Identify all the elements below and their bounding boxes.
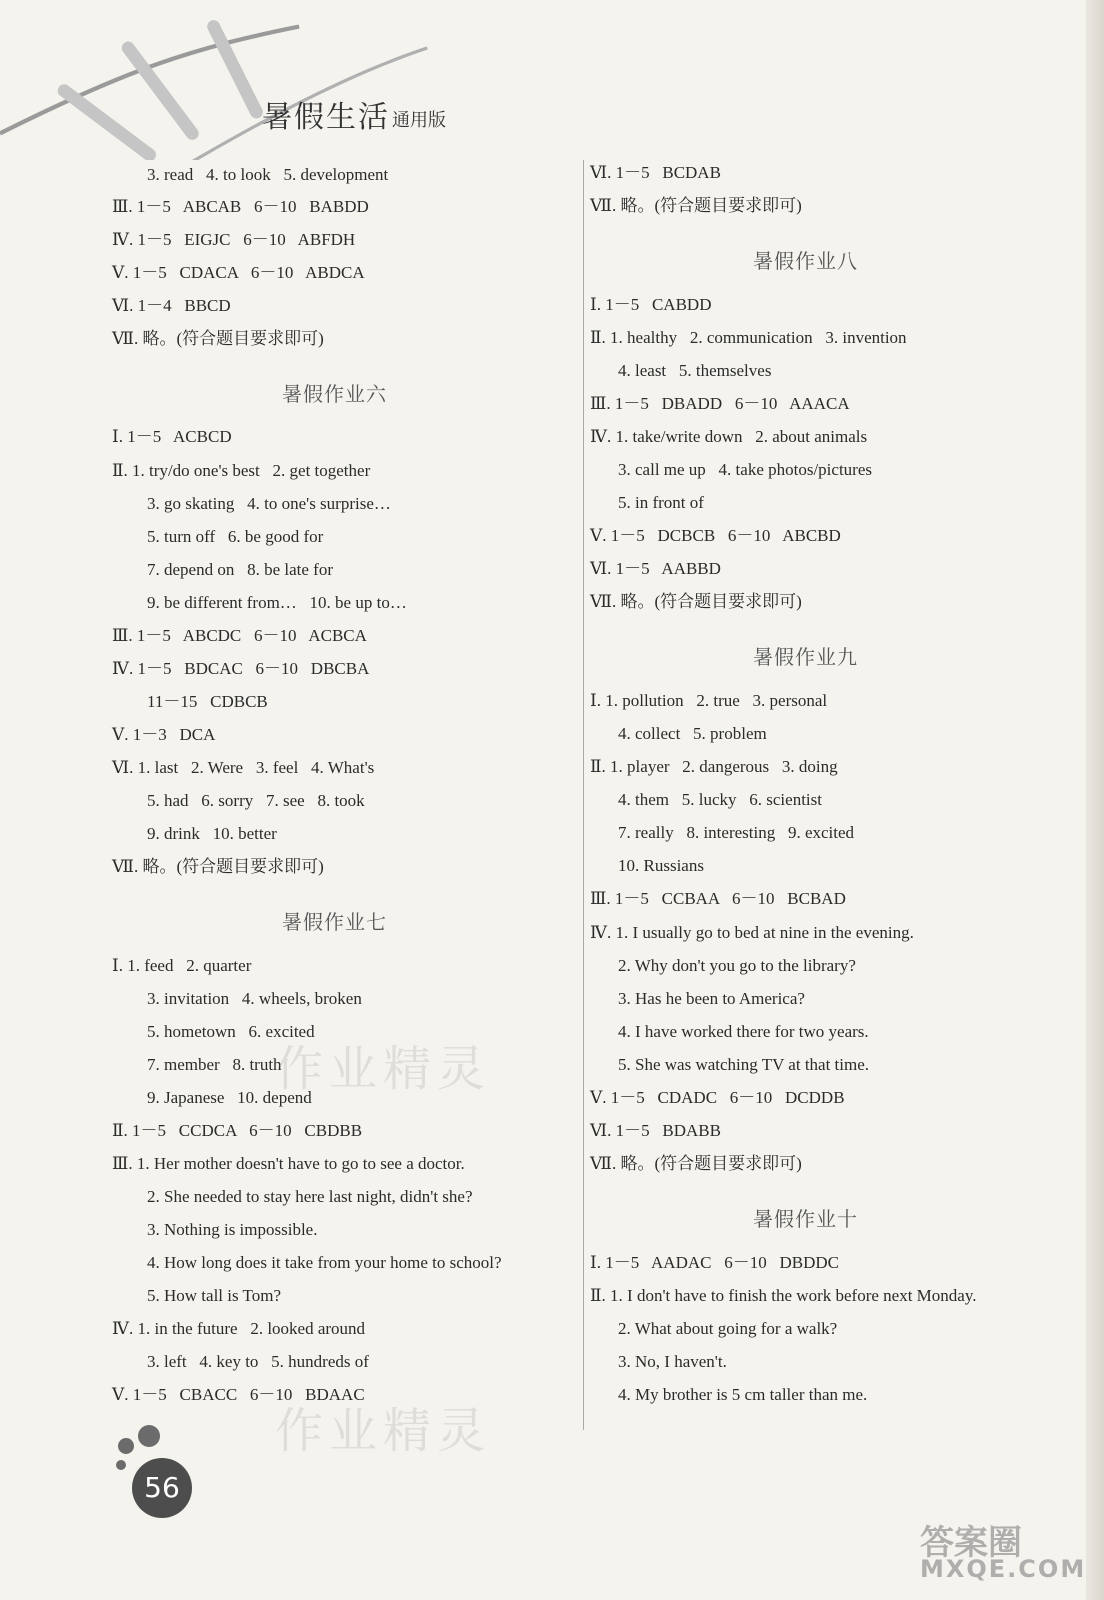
answer-line: 3. No, I haven't. <box>618 1352 727 1371</box>
answer-line: 2. She needed to stay here last night, didn't she? <box>147 1187 473 1206</box>
header-illustration <box>0 0 470 160</box>
answer-line: Ⅵ. 1－5 BCDAB <box>590 163 721 182</box>
answer-line: Ⅱ. 1－5 CCDCA 6－10 CBDBB <box>112 1121 363 1140</box>
answer-line: Ⅵ. 1－5 AABBD <box>590 559 721 578</box>
answer-line: 3. Nothing is impossible. <box>147 1220 318 1239</box>
answer-line: Ⅴ. 1－5 DCBCB 6－10 ABCBD <box>590 526 841 545</box>
answer-line: Ⅳ. 1－5 BDCAC 6－10 DBCBA <box>112 659 370 678</box>
answer-line: Ⅰ. 1. pollution 2. true 3. personal <box>590 691 828 710</box>
answer-line: Ⅶ. 略。(符合题目要求即可) <box>590 592 802 611</box>
decorative-dot <box>118 1438 134 1454</box>
answer-line: Ⅵ. 1. last 2. Were 3. feel 4. What's <box>112 758 375 777</box>
answer-line: 7. member 8. truth <box>147 1055 282 1074</box>
answer-line: Ⅴ. 1－5 CDACA 6－10 ABDCA <box>112 263 365 282</box>
answer-line: Ⅴ. 1－5 CDADC 6－10 DCDDB <box>590 1088 845 1107</box>
answer-line: Ⅰ. 1－5 ACBCD <box>112 427 232 446</box>
answer-line: 5. in front of <box>618 493 704 512</box>
answer-line: 11－15 CDBCB <box>147 692 268 711</box>
site-stamp-url: MXQE.COM <box>920 1555 1087 1583</box>
answer-line: Ⅱ. 1. player 2. dangerous 3. doing <box>590 757 838 776</box>
section-title: 暑假作业八 <box>753 249 858 273</box>
answer-line: 9. be different from… 10. be up to… <box>147 593 407 612</box>
answer-line: 10. Russians <box>618 856 704 875</box>
page-number: 56 <box>132 1458 192 1518</box>
section-title: 暑假作业九 <box>753 645 858 669</box>
answer-line: 2. Why don't you go to the library? <box>618 956 856 975</box>
answer-line: 4. My brother is 5 cm taller than me. <box>618 1385 868 1404</box>
answer-line: 2. What about going for a walk? <box>618 1319 838 1338</box>
site-stamp: 答案圈 <box>920 1523 1022 1563</box>
answer-line: 4. How long does it take from your home to school? <box>147 1253 502 1272</box>
answer-line: Ⅳ. 1－5 EIGJC 6－10 ABFDH <box>112 230 356 249</box>
answer-line: Ⅳ. 1. in the future 2. looked around <box>112 1319 366 1338</box>
answer-line: Ⅱ. 1. try/do one's best 2. get together <box>112 461 371 480</box>
answer-line: 5. had 6. sorry 7. see 8. took <box>147 791 365 810</box>
answer-line: 4. least 5. themselves <box>618 361 772 380</box>
answer-line: 3. invitation 4. wheels, broken <box>147 989 362 1008</box>
header-title: 暑假生活 <box>262 100 390 135</box>
answer-line: 4. collect 5. problem <box>618 724 767 743</box>
page-edge <box>1086 0 1104 1600</box>
answer-line: Ⅳ. 1. take/write down 2. about animals <box>590 427 868 446</box>
answer-line: 5. She was watching TV at that time. <box>618 1055 870 1074</box>
answer-line: Ⅰ. 1－5 CABDD <box>590 295 712 314</box>
answer-line: 4. I have worked there for two years. <box>618 1022 869 1041</box>
edition-badge: 通用版 <box>392 110 446 131</box>
answer-line: Ⅲ. 1－5 CCBAA 6－10 BCBAD <box>590 889 846 908</box>
answer-line: 5. turn off 6. be good for <box>147 527 324 546</box>
answer-line: Ⅶ. 略。(符合题目要求即可) <box>112 329 324 348</box>
answer-line: 4. them 5. lucky 6. scientist <box>618 790 822 809</box>
watermark-middle: 作业精灵 <box>275 1041 492 1097</box>
section-title: 暑假作业七 <box>282 910 387 934</box>
answer-line: Ⅵ. 1－4 BBCD <box>112 296 231 315</box>
answer-line: Ⅶ. 略。(符合题目要求即可) <box>590 1154 802 1173</box>
answer-line: Ⅳ. 1. I usually go to bed at nine in the evening. <box>590 923 914 942</box>
section-title: 暑假作业十 <box>753 1207 858 1231</box>
answer-line: Ⅲ. 1－5 ABCDC 6－10 ACBCA <box>112 626 367 645</box>
answer-line: 3. Has he been to America? <box>618 989 805 1008</box>
answer-line: 9. Japanese 10. depend <box>147 1088 312 1107</box>
decorative-dot <box>116 1460 126 1470</box>
answer-line: Ⅶ. 略。(符合题目要求即可) <box>112 857 324 876</box>
section-title: 暑假作业六 <box>282 382 387 406</box>
answer-line: 5. How tall is Tom? <box>147 1286 282 1305</box>
column-divider <box>583 160 584 1430</box>
answer-line: Ⅰ. 1. feed 2. quarter <box>112 956 252 975</box>
answer-line: Ⅱ. 1. I don't have to finish the work before next Monday. <box>590 1286 977 1305</box>
answer-line: 3. read 4. to look 5. development <box>147 165 389 184</box>
answer-line: 5. hometown 6. excited <box>147 1022 315 1041</box>
answer-line: 3. call me up 4. take photos/pictures <box>618 460 872 479</box>
answer-line: Ⅴ. 1－3 DCA <box>112 725 216 744</box>
answer-line: 3. left 4. key to 5. hundreds of <box>147 1352 369 1371</box>
decorative-dot <box>138 1425 160 1447</box>
answer-line: 3. go skating 4. to one's surprise… <box>147 494 391 513</box>
answer-line: 7. depend on 8. be late for <box>147 560 333 579</box>
answer-line: Ⅶ. 略。(符合题目要求即可) <box>590 196 802 215</box>
answer-line: 7. really 8. interesting 9. excited <box>618 823 855 842</box>
answer-line: Ⅱ. 1. healthy 2. communication 3. invention <box>590 328 907 347</box>
watermark-bottom: 作业精灵 <box>275 1403 492 1459</box>
answer-line: Ⅰ. 1－5 AADAC 6－10 DBDDC <box>590 1253 839 1272</box>
answer-line: Ⅲ. 1. Her mother doesn't have to go to see a doctor. <box>112 1154 465 1173</box>
answer-line: Ⅲ. 1－5 ABCAB 6－10 BABDD <box>112 197 369 216</box>
answer-line: Ⅲ. 1－5 DBADD 6－10 AAACA <box>590 394 850 413</box>
answer-line: Ⅴ. 1－5 CBACC 6－10 BDAAC <box>112 1385 365 1404</box>
answer-line: Ⅵ. 1－5 BDABB <box>590 1121 721 1140</box>
answer-line: 9. drink 10. better <box>147 824 277 843</box>
